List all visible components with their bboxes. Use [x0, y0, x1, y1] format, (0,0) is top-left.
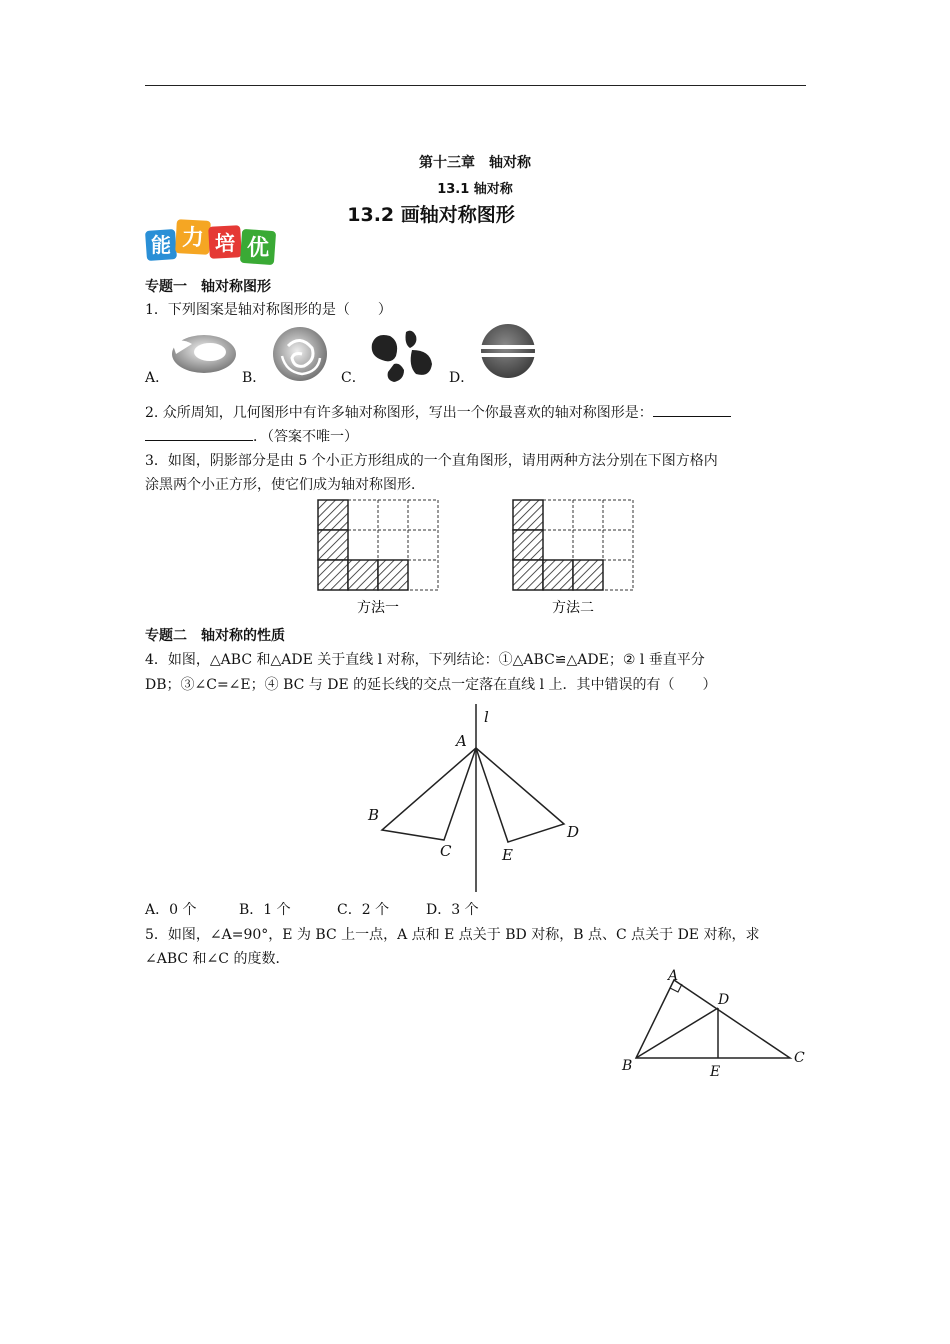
question-4-line-2: DB；③∠C=∠E；④ BC 与 DE 的延长线的交点一定落在直线 l 上．其中错误的有（ ） [145, 677, 717, 693]
question-5-line-2: ∠ABC 和∠C 的度数． [145, 951, 290, 967]
triangle-abc [382, 748, 476, 840]
label-d: D [718, 992, 730, 1008]
section-title: 13.1 轴对称 [437, 182, 513, 197]
question-1-text: 1．下列图案是轴对称图形的是（ ） [145, 302, 392, 318]
q1-pattern-d [480, 323, 536, 379]
chapter-title: 第十三章 轴对称 [419, 155, 531, 171]
label-b: B [368, 806, 380, 824]
label-c: C [794, 1050, 805, 1066]
question-5-line-1: 5．如图，∠A=90°，E 为 BC 上一点，A 点和 E 点关于 BD 对称，B 点、C 点关于 DE 对称，求 [145, 927, 760, 943]
header-rule [145, 85, 806, 86]
label-c: C [440, 842, 452, 860]
logo-char: 培 [215, 231, 235, 255]
method-2-grid [513, 500, 633, 590]
q1-option-b-label: B． [242, 370, 267, 386]
question-2-tail: ．（答案不唯一） [253, 429, 358, 445]
q1-pattern-c [366, 326, 438, 384]
question-3-line-1: 3．如图，阴影部分是由 5 个小正方形组成的一个直角图形，请用两种方法分别在下图方格内 [145, 453, 718, 469]
method-1-caption: 方法一 [357, 600, 399, 616]
triangle-abc [636, 980, 790, 1058]
page-title: 13.2 画轴对称图形 [347, 204, 515, 226]
q1-option-d-label: D． [449, 370, 475, 386]
label-d: D [567, 823, 580, 841]
q4-option-d: D．3 个 [426, 902, 479, 918]
q1-option-c-label: C． [341, 370, 366, 386]
logo-char: 能 [151, 233, 171, 257]
label-a: A [668, 968, 679, 984]
q4-triangle-figure [360, 700, 600, 896]
answer-blank[interactable] [145, 424, 253, 441]
topic-2-heading: 专题二 轴对称的性质 [145, 628, 285, 644]
logo-char: 力 [181, 225, 205, 251]
question-2-line-2 [145, 424, 810, 449]
ability-logo [145, 218, 277, 268]
q4-option-b: B．1 个 [239, 902, 291, 918]
question-2-text: 2. 众所周知，几何图形中有许多轴对称图形，写出一个你最喜欢的轴对称图形是： [145, 405, 653, 421]
logo-char: 优 [246, 235, 270, 261]
triangle-ade [476, 748, 564, 842]
label-e: E [710, 1064, 721, 1080]
label-l: l [484, 708, 489, 726]
q1-pattern-a [168, 330, 238, 378]
label-b: B [622, 1058, 633, 1074]
q5-triangle-figure [616, 964, 812, 1084]
method-1-grid [318, 500, 438, 590]
question-2-line-1 [145, 400, 810, 425]
q4-option-c: C．2 个 [337, 902, 390, 918]
q1-option-a-label: A． [145, 370, 170, 386]
q1-pattern-b [268, 326, 332, 382]
question-3-line-2: 涂黑两个小正方形，使它们成为轴对称图形． [145, 477, 425, 493]
label-a: A [456, 732, 467, 750]
answer-blank[interactable] [653, 400, 731, 417]
question-4-line-1: 4．如图，△ABC 和△ADE 关于直线 l 对称，下列结论：①△ABC≌△ADE；② l 垂直平分 [145, 652, 705, 668]
label-e: E [502, 846, 513, 864]
q3-grid-figures [316, 498, 646, 618]
q4-option-a: A．0 个 [145, 902, 197, 918]
method-2-caption: 方法二 [552, 600, 594, 616]
topic-1-heading: 专题一 轴对称图形 [145, 279, 271, 295]
